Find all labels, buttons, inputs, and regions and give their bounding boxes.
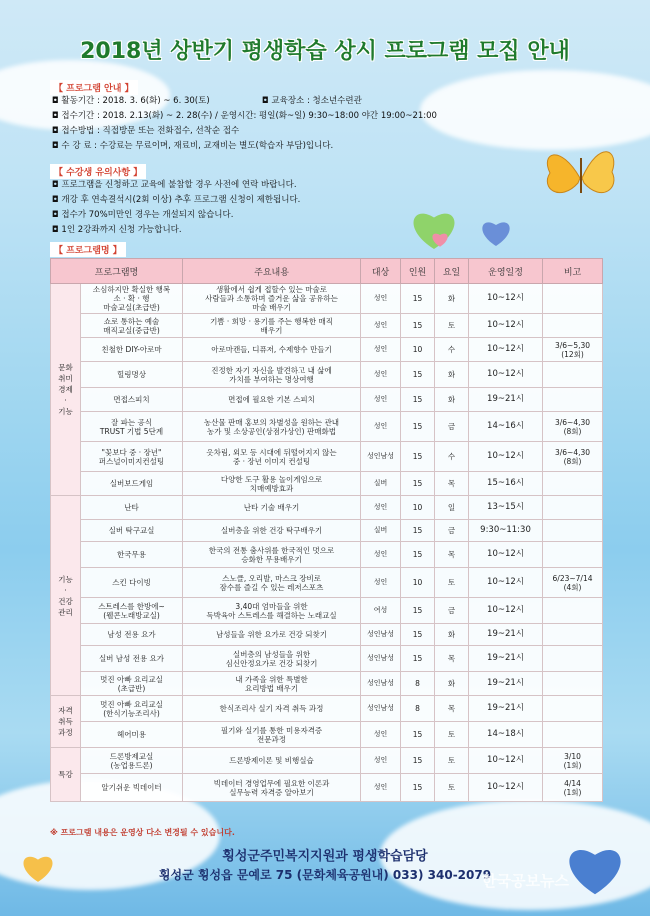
target-cell: 성인 xyxy=(361,542,401,568)
content-cell: 다양한 도구 활용 놀이게임으로 치매예방효과 xyxy=(183,472,361,496)
capacity-cell: 15 xyxy=(401,624,435,646)
reception-method: ◘ 접수방법 : 직접방문 또는 전화접수, 선착순 접수 xyxy=(52,126,240,136)
capacity-cell: 15 xyxy=(401,520,435,542)
day-cell: 금 xyxy=(435,412,469,442)
content-cell: 필기와 실기를 통한 미용자격증 전문과정 xyxy=(183,722,361,748)
schedule-cell: 13~15시 xyxy=(469,496,543,520)
program-name-cell: 한국무용 xyxy=(81,542,183,568)
target-cell: 성인 xyxy=(361,412,401,442)
column-header: 운영일정 xyxy=(469,259,543,284)
day-cell: 목 xyxy=(435,696,469,722)
content-cell: 한국의 전통 춤사위를 한국적인 멋으로 승화한 무용배우기 xyxy=(183,542,361,568)
program-name-cell: 실버 남성 전용 요가 xyxy=(81,646,183,672)
program-name-cell: 소심하지만 확실한 행복 소 · 확 · 행 마술교실(초급반) xyxy=(81,284,183,314)
remarks-cell xyxy=(543,284,603,314)
day-cell: 토 xyxy=(435,774,469,802)
table-row xyxy=(51,442,603,472)
content-cell: 내 가족을 위한 특별한 요리방법 배우기 xyxy=(183,672,361,696)
table-row xyxy=(51,284,603,314)
capacity-cell: 15 xyxy=(401,472,435,496)
program-name-cell: 남성 전용 요가 xyxy=(81,624,183,646)
content-cell: 빅데이터 경영업무에 필요한 이론과 실무능력 자격증 알아보기 xyxy=(183,774,361,802)
remarks-cell xyxy=(543,542,603,568)
day-cell: 토 xyxy=(435,568,469,598)
table-row xyxy=(51,646,603,672)
reception-period: ◘ 접수기간 : 2018. 2.13(화) ~ 2. 28(수) / 운영시간: 평일(화~일) 9:30~18:00 야간 19:00~21:00 xyxy=(52,111,437,121)
day-cell: 일 xyxy=(435,496,469,520)
content-cell: 실버층의 남성들을 위한 심신안정요가로 건강 되찾기 xyxy=(183,646,361,672)
target-cell: 여성 xyxy=(361,598,401,624)
column-header: 비고 xyxy=(543,259,603,284)
table-row xyxy=(51,388,603,412)
table-row xyxy=(51,362,603,388)
change-notice: ※ 프로그램 내용은 운영상 다소 변경될 수 있습니다. xyxy=(50,828,235,837)
category-cell: 기능 · 건강 관리 xyxy=(51,496,81,696)
table-row xyxy=(51,314,603,338)
capacity-cell: 15 xyxy=(401,598,435,624)
remarks-cell xyxy=(543,646,603,672)
section-header-program-list: 【 프로그램명 】 xyxy=(50,242,126,257)
column-header: 요일 xyxy=(435,259,469,284)
capacity-cell: 15 xyxy=(401,314,435,338)
target-cell: 성인남성 xyxy=(361,696,401,722)
program-name-cell: 잘 파는 공식 TRUST 기법 5단계 xyxy=(81,412,183,442)
capacity-cell: 15 xyxy=(401,774,435,802)
remarks-cell: 6/23~7/14 (4회) xyxy=(543,568,603,598)
target-cell: 성인 xyxy=(361,338,401,362)
schedule-cell: 10~12시 xyxy=(469,774,543,802)
capacity-cell: 8 xyxy=(401,696,435,722)
category-cell: 특강 xyxy=(51,748,81,802)
target-cell: 성인 xyxy=(361,362,401,388)
program-name-cell: 실버 탁구교실 xyxy=(81,520,183,542)
table-row xyxy=(51,722,603,748)
program-name-cell: 힐링명상 xyxy=(81,362,183,388)
activity-period: ◘ 활동기간 : 2018. 3. 6(화) ~ 6. 30(토) xyxy=(52,96,210,106)
day-cell: 금 xyxy=(435,520,469,542)
schedule-cell: 10~12시 xyxy=(469,748,543,774)
schedule-cell: 14~16시 xyxy=(469,412,543,442)
column-header: 프로그램명 xyxy=(51,259,183,284)
remarks-cell: 3/6~5,30 (12회) xyxy=(543,338,603,362)
schedule-cell: 10~12시 xyxy=(469,598,543,624)
schedule-cell: 10~12시 xyxy=(469,362,543,388)
notice-item: ◘ 개강 후 연속결석시(2회 이상) 추후 프로그램 신청이 제한됩니다. xyxy=(52,195,301,205)
content-cell: 스노클, 오리발, 마스크 장비로 잠수를 즐길 수 있는 레저스포츠 xyxy=(183,568,361,598)
content-cell: 실버층을 위한 건강 탁구배우기 xyxy=(183,520,361,542)
program-name-cell: 알기쉬운 빅데이터 xyxy=(81,774,183,802)
schedule-cell: 19~21시 xyxy=(469,388,543,412)
category-cell: 문화 취미 경제 · 기능 xyxy=(51,284,81,496)
remarks-cell: 3/6~4,30 (8회) xyxy=(543,442,603,472)
program-name-cell: 드론방제교실 (농업용드론) xyxy=(81,748,183,774)
program-name-cell: "꽃보다 중 · 장년" 퍼스널이미지컨설팅 xyxy=(81,442,183,472)
target-cell: 실버 xyxy=(361,472,401,496)
schedule-cell: 14~18시 xyxy=(469,722,543,748)
program-name-cell: 헤어미용 xyxy=(81,722,183,748)
target-cell: 성인 xyxy=(361,774,401,802)
content-cell: 면접에 필요한 기본 스피치 xyxy=(183,388,361,412)
day-cell: 화 xyxy=(435,388,469,412)
content-cell: 남성들을 위한 요가로 건강 되찾기 xyxy=(183,624,361,646)
program-table xyxy=(50,258,603,802)
day-cell: 수 xyxy=(435,442,469,472)
remarks-cell xyxy=(543,696,603,722)
category-cell: 자격 취득 과정 xyxy=(51,696,81,748)
content-cell: 농산물 판매 홍보의 차별성을 원하는 관내 농가 및 소상공인(상점가상인) 판매화법 xyxy=(183,412,361,442)
capacity-cell: 15 xyxy=(401,542,435,568)
target-cell: 성인 xyxy=(361,722,401,748)
capacity-cell: 15 xyxy=(401,388,435,412)
capacity-cell: 8 xyxy=(401,672,435,696)
day-cell: 목 xyxy=(435,646,469,672)
target-cell: 성인 xyxy=(361,388,401,412)
column-header: 주요내용 xyxy=(183,259,361,284)
content-cell: 옷차림, 외모 등 시대에 뒤떨어지지 않는 중 · 장년 이미지 컨설팅 xyxy=(183,442,361,472)
section-header-program-info: 【 프로그램 안내 】 xyxy=(50,80,138,95)
schedule-cell: 10~12시 xyxy=(469,284,543,314)
remarks-cell xyxy=(543,672,603,696)
remarks-cell: 3/10 (1회) xyxy=(543,748,603,774)
capacity-cell: 15 xyxy=(401,646,435,672)
remarks-cell xyxy=(543,722,603,748)
target-cell: 성인남성 xyxy=(361,646,401,672)
target-cell: 성인남성 xyxy=(361,442,401,472)
day-cell: 화 xyxy=(435,624,469,646)
capacity-cell: 15 xyxy=(401,412,435,442)
table-row xyxy=(51,774,603,802)
butterfly-icon xyxy=(540,138,620,208)
page-title: 2018년 상반기 평생학습 상시 프로그램 모집 안내 xyxy=(80,39,570,64)
remarks-cell xyxy=(543,624,603,646)
notice-item: ◘ 프로그램을 신청하고 교육에 불참할 경우 사전에 연락 바랍니다. xyxy=(52,180,297,190)
content-cell: 아로마캔들, 디퓨저, 수제향수 만들기 xyxy=(183,338,361,362)
day-cell: 화 xyxy=(435,284,469,314)
schedule-cell: 19~21시 xyxy=(469,646,543,672)
table-header-row xyxy=(51,259,603,284)
table-row xyxy=(51,520,603,542)
target-cell: 성인 xyxy=(361,748,401,774)
day-cell: 목 xyxy=(435,472,469,496)
remarks-cell xyxy=(543,388,603,412)
capacity-cell: 15 xyxy=(401,442,435,472)
program-name-cell: 난타 xyxy=(81,496,183,520)
content-cell: 드론방제이론 및 비행실습 xyxy=(183,748,361,774)
content-cell: 생활에서 쉽게 접할수 있는 마술로 사람들과 소통하며 즐거운 삶을 공유하는 마술 배우기 xyxy=(183,284,361,314)
table-row xyxy=(51,748,603,774)
section-header-notice: 【 수강생 유의사항 】 xyxy=(50,164,146,179)
day-cell: 수 xyxy=(435,338,469,362)
target-cell: 성인 xyxy=(361,314,401,338)
education-place: ◘ 교육장소 : 청소년수련관 xyxy=(262,96,362,106)
capacity-cell: 15 xyxy=(401,362,435,388)
program-name-cell: 친철한 DIY-아로마 xyxy=(81,338,183,362)
program-name-cell: 면접스피치 xyxy=(81,388,183,412)
table-row xyxy=(51,472,603,496)
day-cell: 토 xyxy=(435,314,469,338)
table-row xyxy=(51,496,603,520)
target-cell: 성인 xyxy=(361,284,401,314)
schedule-cell: 19~21시 xyxy=(469,696,543,722)
day-cell: 화 xyxy=(435,672,469,696)
remarks-cell: 3/6~4,30 (8회) xyxy=(543,412,603,442)
content-cell: 난타 기술 배우기 xyxy=(183,496,361,520)
content-cell: 기쁨 · 희망 · 용기를 주는 행복한 매직 배우기 xyxy=(183,314,361,338)
target-cell: 실버 xyxy=(361,520,401,542)
capacity-cell: 15 xyxy=(401,748,435,774)
capacity-cell: 10 xyxy=(401,496,435,520)
target-cell: 성인남성 xyxy=(361,672,401,696)
remarks-cell xyxy=(543,520,603,542)
capacity-cell: 10 xyxy=(401,568,435,598)
content-cell: 한식조리사 실기 자격 취득 과정 xyxy=(183,696,361,722)
notice-list xyxy=(52,178,300,238)
program-name-cell: 멋진 아빠 요리교실 (한식기능조리사) xyxy=(81,696,183,722)
schedule-cell: 10~12시 xyxy=(469,568,543,598)
program-name-cell: 멋진 아빠 요리교실 (초급반) xyxy=(81,672,183,696)
target-cell: 성인남성 xyxy=(361,624,401,646)
remarks-cell xyxy=(543,314,603,338)
table-row xyxy=(51,412,603,442)
table-row xyxy=(51,624,603,646)
content-cell: 3,40대 엄마들을 위한 독박육아 스트레스를 해결하는 노래교실 xyxy=(183,598,361,624)
remarks-cell xyxy=(543,472,603,496)
schedule-cell: 15~16시 xyxy=(469,472,543,496)
day-cell: 토 xyxy=(435,722,469,748)
table-row xyxy=(51,598,603,624)
schedule-cell: 19~21시 xyxy=(469,624,543,646)
heart-icon xyxy=(430,230,450,248)
schedule-cell: 10~12시 xyxy=(469,542,543,568)
heart-icon xyxy=(478,216,514,248)
day-cell: 금 xyxy=(435,598,469,624)
table-row xyxy=(51,338,603,362)
schedule-cell: 19~21시 xyxy=(469,672,543,696)
notice-item: ◘ 접수가 70%미만인 경우는 개설되지 않습니다. xyxy=(52,210,234,220)
column-header: 대상 xyxy=(361,259,401,284)
program-name-cell: 스트레스를 한방에~ (웰콘노래방교실) xyxy=(81,598,183,624)
table-row xyxy=(51,696,603,722)
schedule-cell: 10~12시 xyxy=(469,338,543,362)
program-name-cell: 스킨 다이빙 xyxy=(81,568,183,598)
tuition-fee: ◘ 수 강 료 : 수강료는 무료이며, 재료비, 교재비는 별도(학습자 부담)입니다. xyxy=(52,141,334,151)
capacity-cell: 15 xyxy=(401,722,435,748)
notice-item: ◘ 1인 2강좌까지 신청 가능합니다. xyxy=(52,225,182,235)
remarks-cell xyxy=(543,598,603,624)
program-info xyxy=(52,94,437,154)
column-header: 인원 xyxy=(401,259,435,284)
table-body xyxy=(51,284,603,802)
table-row xyxy=(51,672,603,696)
address-contact: 횡성군 횡성읍 문예로 75 (문화체육공원내) 033) 340-2079 xyxy=(158,868,492,882)
target-cell: 성인 xyxy=(361,496,401,520)
schedule-cell: 10~12시 xyxy=(469,442,543,472)
remarks-cell xyxy=(543,362,603,388)
day-cell: 토 xyxy=(435,748,469,774)
capacity-cell: 10 xyxy=(401,338,435,362)
program-name-cell: 실버보드게임 xyxy=(81,472,183,496)
capacity-cell: 15 xyxy=(401,284,435,314)
day-cell: 목 xyxy=(435,542,469,568)
organization-name: 횡성군주민복지지원과 평생학습담당 xyxy=(222,849,428,864)
target-cell: 성인 xyxy=(361,568,401,598)
remarks-cell xyxy=(543,496,603,520)
content-cell: 진정한 자기 자신을 발견하고 내 삶에 가치를 부여하는 명상여행 xyxy=(183,362,361,388)
info-row xyxy=(52,94,437,109)
day-cell: 화 xyxy=(435,362,469,388)
table-row xyxy=(51,542,603,568)
schedule-cell: 10~12시 xyxy=(469,314,543,338)
remarks-cell: 4/14 (1회) xyxy=(543,774,603,802)
program-name-cell: 쇼로 통하는 예술 매직교실(중급반) xyxy=(81,314,183,338)
schedule-cell: 9:30~11:30 xyxy=(469,520,543,542)
watermark: 한국공보뉴스 xyxy=(482,872,569,890)
table-row xyxy=(51,568,603,598)
